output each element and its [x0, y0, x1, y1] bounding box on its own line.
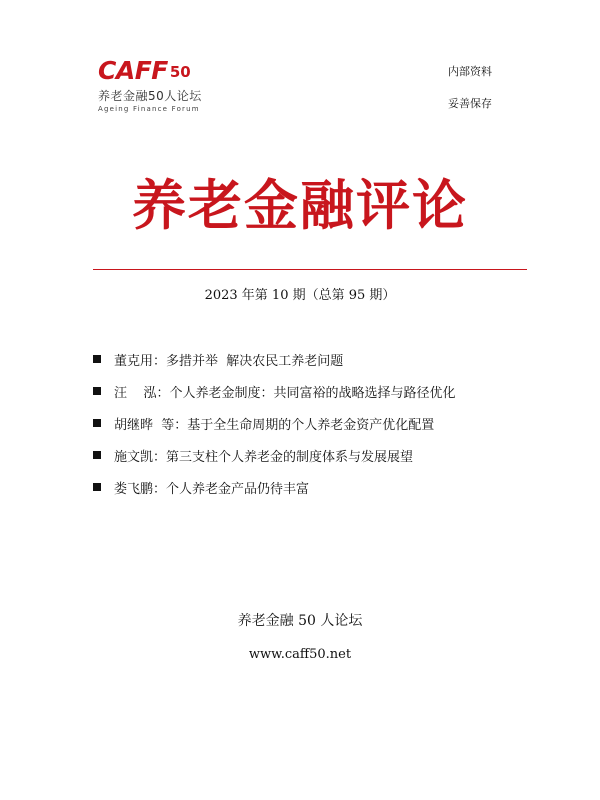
square-bullet-icon [93, 387, 101, 395]
article-title: 施文凯：第三支柱个人养老金的制度体系与发展展望 [114, 449, 414, 465]
article-item [93, 343, 456, 375]
article-item [93, 471, 456, 503]
article-title: 娄飞鹏：个人养老金产品仍待丰富 [114, 481, 310, 497]
logo-en-name: Ageing Finance Forum [98, 105, 200, 113]
square-bullet-icon [93, 451, 101, 459]
confidentiality-note [448, 66, 492, 130]
publication-title: 养老金融评论 [132, 173, 468, 237]
logo [98, 58, 218, 113]
square-bullet-icon [93, 355, 101, 363]
article-item [93, 407, 456, 439]
article-item [93, 375, 456, 407]
issue-number: 2023 年第 10 期（总第 95 期） [204, 288, 396, 303]
footer-organization: 养老金融 50 人论坛 [237, 613, 363, 629]
title-divider [93, 269, 527, 270]
article-title: 胡继晔 等：基于全生命周期的个人养老金资产优化配置 [114, 417, 435, 433]
square-bullet-icon [93, 483, 101, 491]
square-bullet-icon [93, 419, 101, 427]
article-title: 董克用：多措并举 解决农民工养老问题 [114, 353, 344, 369]
footer-website-link[interactable]: www.caff50.net [248, 647, 352, 662]
internal-material-label: 内部资料 [448, 65, 492, 78]
logo-mark [98, 58, 218, 83]
article-title: 汪 泓：个人养老金制度：共同富裕的战略选择与路径优化 [114, 385, 456, 401]
article-item [93, 439, 456, 471]
logo-brand: CAFF [98, 56, 168, 85]
logo-number: 50 [169, 63, 191, 81]
article-list [93, 343, 456, 503]
keep-safe-label: 妥善保存 [448, 97, 492, 110]
logo-cn-name: 养老金融50人论坛 [98, 89, 202, 103]
